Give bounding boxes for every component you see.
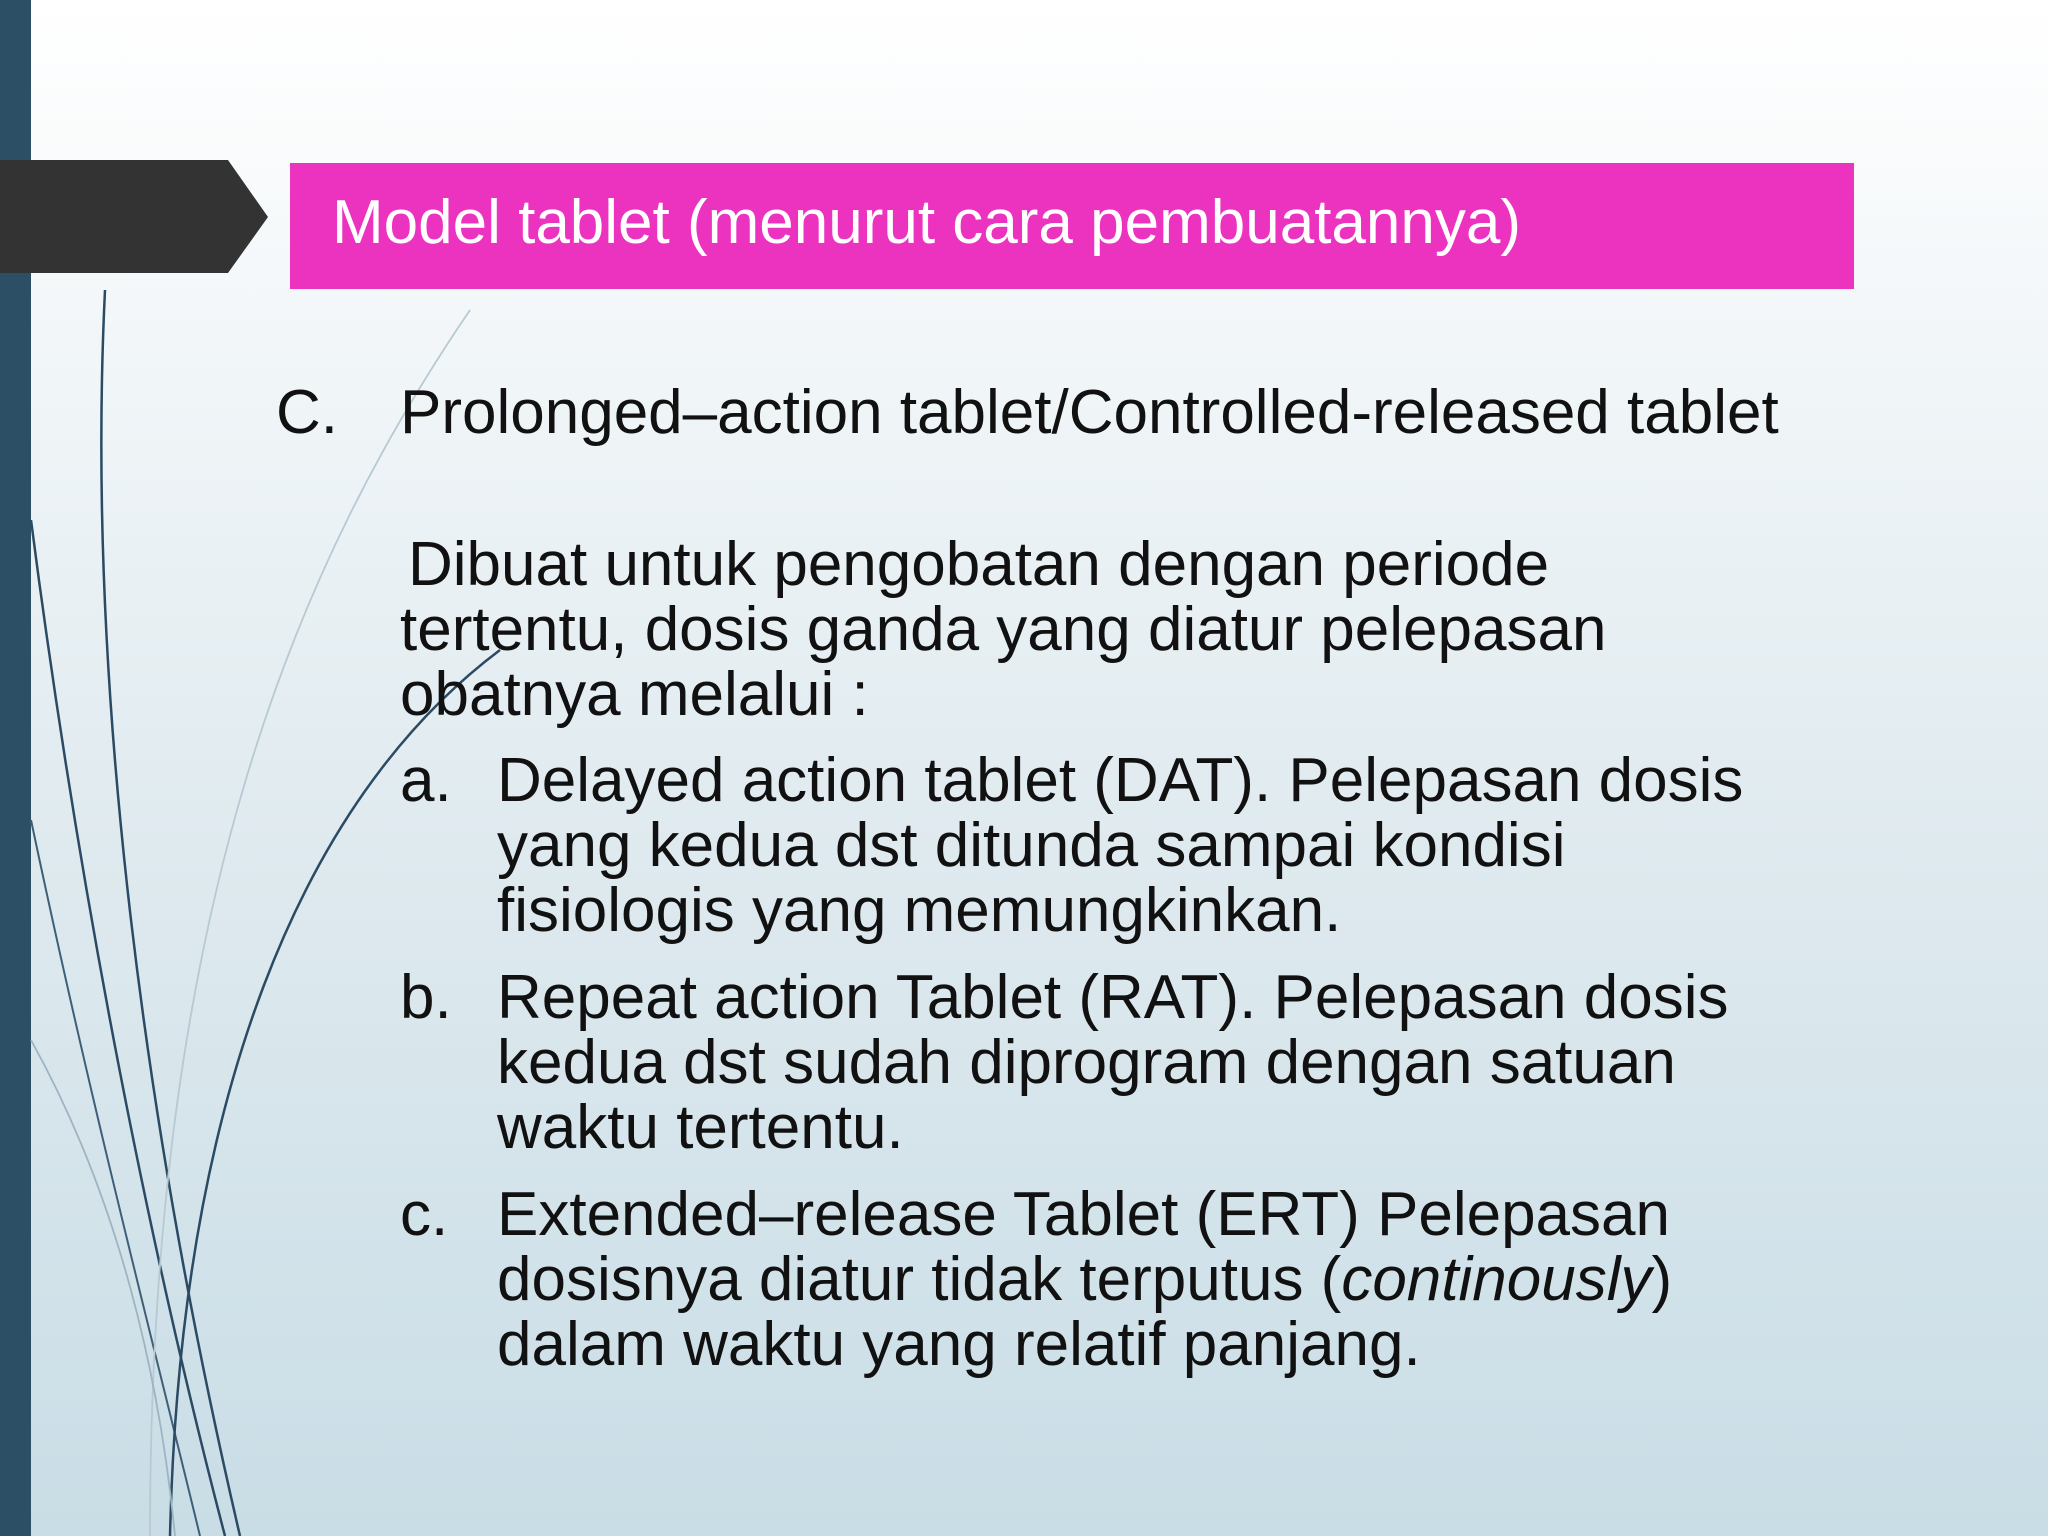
- list-item-text: [497, 1182, 1820, 1377]
- list-item-text: Delayed action tablet (DAT). Pelepasan dosis yang kedua dst ditunda sampai kondisi fisiologis yang memungkinkan.: [497, 746, 1744, 945]
- list-item: [400, 1182, 1820, 1377]
- section-body-text: Dibuat untuk pengobatan dengan periode tertentu, dosis ganda yang diatur pelepasan obatnya melalui :: [400, 530, 1607, 729]
- list-item-marker: b.: [400, 963, 452, 1032]
- release-type-list: [400, 748, 1820, 1399]
- section-body: [400, 532, 1780, 727]
- list-item-marker: a.: [400, 746, 452, 815]
- section-heading: Prolonged–action tablet/Controlled-released tablet: [400, 378, 1779, 447]
- section-marker: C.: [276, 378, 338, 447]
- list-item-text-end: ) dalam waktu yang relatif panjang.: [497, 1245, 1673, 1379]
- list-item: [400, 965, 1820, 1160]
- list-item-marker: c.: [400, 1180, 449, 1249]
- slide-title: Model tablet (menurut cara pembuatannya): [332, 188, 1521, 257]
- list-item-text: Repeat action Tablet (RAT). Pelepasan dosis kedua dst sudah diprogram dengan satuan waktu tertentu.: [497, 963, 1729, 1162]
- list-item-italic-term: continously: [1341, 1245, 1652, 1314]
- list-item: [400, 748, 1820, 943]
- list-item-text-start: Extended–release Tablet (ERT) Pelepasan dosisnya diatur tidak terputus (: [497, 1180, 1671, 1314]
